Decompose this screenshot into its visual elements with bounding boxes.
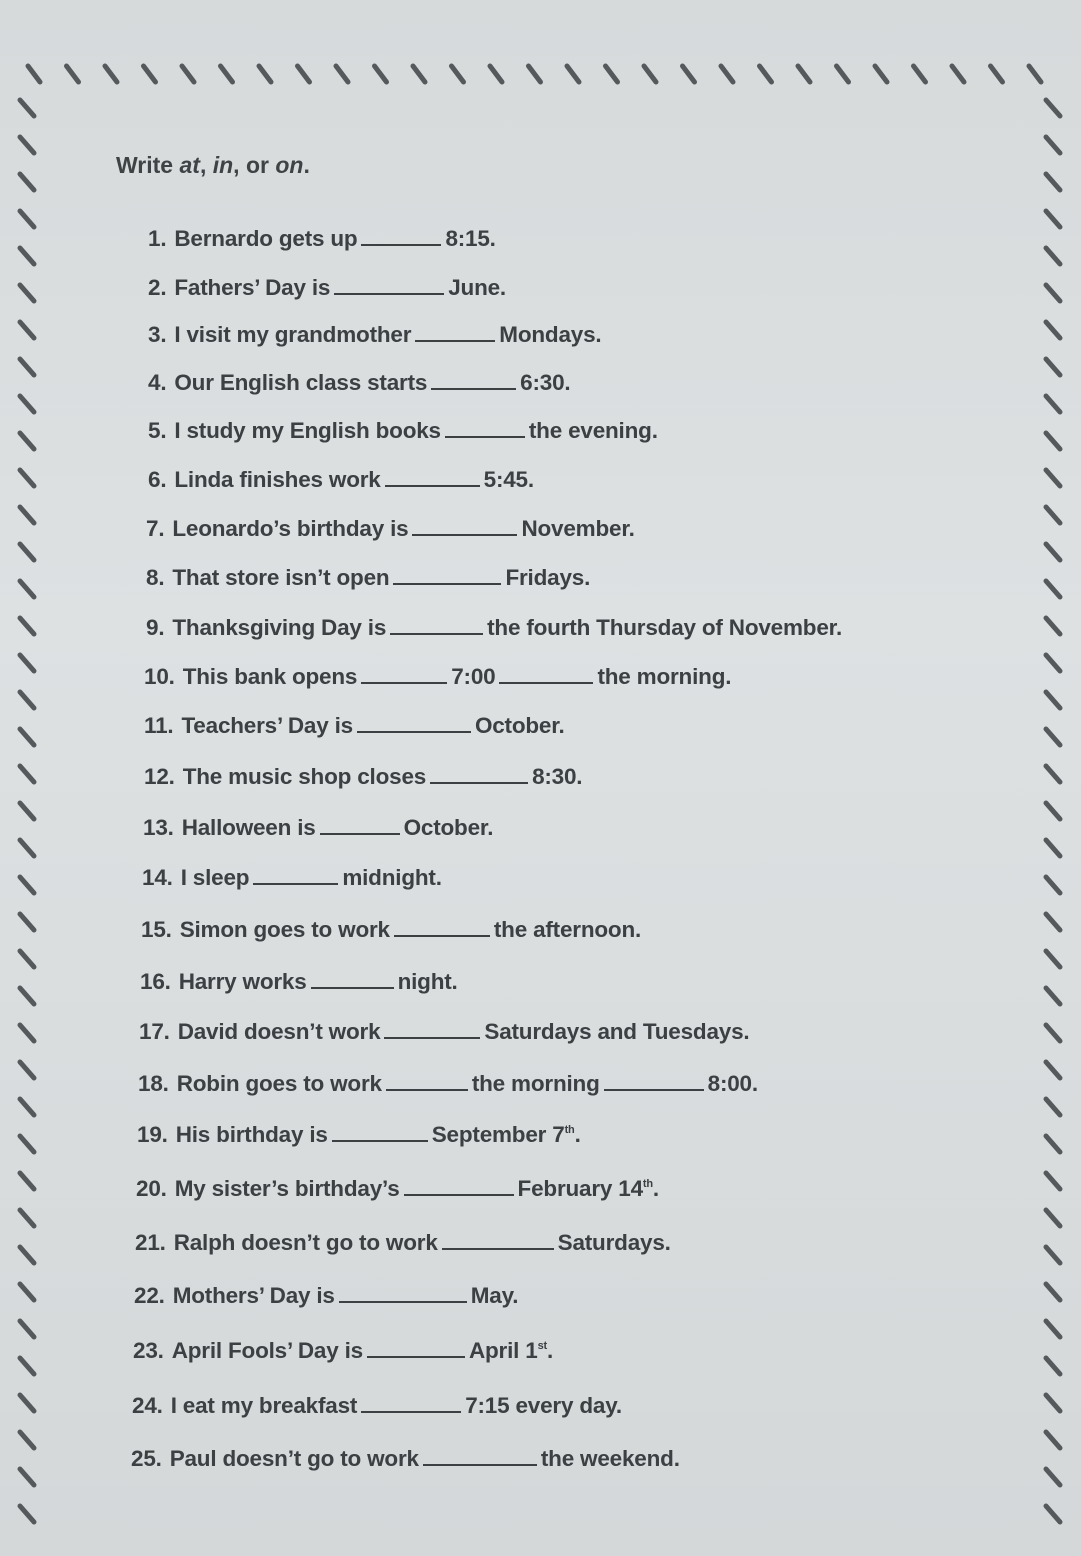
instruction-separator: , or	[233, 152, 276, 178]
question-text: I sleep	[180, 865, 250, 890]
question-number: 9.	[146, 615, 165, 640]
question-end-text: 6:30.	[520, 370, 571, 395]
question-item	[136, 1176, 659, 1202]
question-number: 21.	[135, 1230, 166, 1255]
question-number: 12.	[144, 764, 175, 789]
answer-blank[interactable]	[430, 764, 528, 784]
question-item	[146, 516, 635, 542]
question-text: Harry works	[178, 969, 307, 994]
question-number: 1.	[148, 226, 167, 251]
instruction-word-in: in	[212, 152, 234, 178]
question-text: That store isn’t open	[172, 565, 390, 590]
question-end-text: October.	[474, 713, 565, 738]
question-text: Fathers’ Day is	[174, 275, 331, 300]
question-number: 4.	[148, 370, 167, 395]
answer-blank[interactable]	[393, 565, 501, 585]
answer-blank[interactable]	[394, 917, 490, 937]
question-end-text: May.	[470, 1283, 519, 1308]
question-end-text: 8:30.	[532, 764, 583, 789]
question-number: 17.	[139, 1019, 170, 1044]
question-text: Our English class starts	[174, 370, 428, 395]
answer-blank[interactable]	[367, 1338, 465, 1358]
answer-blank[interactable]	[384, 1019, 480, 1039]
answer-blank[interactable]	[386, 1071, 468, 1091]
question-number: 15.	[141, 917, 172, 942]
question-end-punctuation: .	[652, 1176, 659, 1201]
instruction-suffix: .	[303, 152, 310, 178]
question-text: Linda finishes work	[174, 467, 381, 492]
question-item	[131, 1446, 680, 1472]
answer-blank[interactable]	[442, 1230, 554, 1250]
instruction-heading	[116, 152, 310, 179]
question-text: Ralph doesn’t go to work	[173, 1230, 438, 1255]
question-middle-text: the morning	[471, 1071, 600, 1096]
answer-blank[interactable]	[445, 418, 525, 438]
answer-blank[interactable]	[361, 1393, 461, 1413]
question-number: 19.	[137, 1122, 168, 1147]
instruction-word-on: on	[275, 152, 304, 178]
question-item	[148, 418, 658, 444]
answer-blank[interactable]	[253, 865, 338, 885]
question-text: My sister’s birthday’s	[174, 1176, 400, 1201]
answer-blank[interactable]	[334, 275, 444, 295]
question-number: 11.	[144, 713, 174, 738]
question-end-text: midnight.	[342, 865, 442, 890]
question-number: 20.	[136, 1176, 167, 1201]
question-end-text: the fourth Thursday of November.	[487, 615, 843, 640]
question-item	[137, 1122, 581, 1148]
answer-blank[interactable]	[361, 226, 441, 246]
question-text: April Fools’ Day is	[171, 1338, 363, 1363]
question-item	[148, 370, 570, 396]
question-text: Thanksgiving Day is	[172, 615, 387, 640]
question-item	[134, 1283, 518, 1309]
question-text: David doesn’t work	[177, 1019, 381, 1044]
question-end-punctuation: .	[574, 1122, 581, 1147]
ordinal-suffix: st	[537, 1340, 547, 1352]
question-item	[142, 865, 442, 891]
question-end-text: night.	[397, 969, 458, 994]
answer-blank[interactable]	[412, 516, 517, 536]
question-number: 18.	[138, 1071, 169, 1096]
question-end-text: 8:15.	[445, 226, 496, 251]
question-end-punctuation: .	[546, 1338, 554, 1363]
question-end-text: the weekend.	[540, 1446, 680, 1471]
question-text: This bank opens	[182, 664, 358, 689]
answer-blank[interactable]	[604, 1071, 704, 1091]
question-number: 6.	[148, 467, 167, 492]
question-item	[133, 1338, 553, 1364]
question-end-text: April 1	[468, 1338, 538, 1363]
question-text: Robin goes to work	[176, 1071, 382, 1096]
question-text: Teachers’ Day is	[181, 713, 353, 738]
answer-blank[interactable]	[390, 615, 483, 635]
answer-blank[interactable]	[404, 1176, 514, 1196]
answer-blank[interactable]	[320, 815, 400, 835]
question-item	[148, 226, 496, 252]
question-number: 14.	[142, 865, 173, 890]
question-number: 24.	[132, 1393, 163, 1418]
question-item	[146, 565, 590, 591]
question-text: His birthday is	[175, 1122, 328, 1147]
question-end-text: 5:45.	[483, 467, 534, 492]
question-text: Simon goes to work	[179, 917, 390, 942]
question-end-text: Saturdays and Tuesdays.	[484, 1019, 750, 1044]
answer-blank[interactable]	[499, 664, 593, 684]
question-item	[148, 275, 506, 301]
question-end-text: the evening.	[528, 418, 658, 443]
question-end-text: September 7	[431, 1122, 565, 1147]
answer-blank[interactable]	[423, 1446, 537, 1466]
question-text: I study my English books	[174, 418, 441, 443]
answer-blank[interactable]	[339, 1283, 467, 1303]
question-item	[144, 664, 731, 690]
question-number: 7.	[146, 516, 165, 541]
answer-blank[interactable]	[361, 664, 447, 684]
ordinal-suffix: th	[642, 1178, 653, 1190]
question-end-text: October.	[403, 815, 494, 840]
question-number: 25.	[131, 1446, 162, 1471]
answer-blank[interactable]	[431, 370, 516, 390]
question-item	[139, 1019, 749, 1045]
answer-blank[interactable]	[357, 713, 471, 733]
question-number: 13.	[143, 815, 174, 840]
answer-blank[interactable]	[415, 322, 495, 342]
question-end-text: the morning.	[597, 664, 732, 689]
answer-blank[interactable]	[332, 1122, 428, 1142]
question-item	[135, 1230, 671, 1256]
question-text: I visit my grandmother	[174, 322, 412, 347]
question-number: 16.	[140, 969, 171, 994]
question-end-text: 7:15 every day.	[465, 1393, 622, 1418]
question-text: The music shop closes	[182, 764, 427, 789]
question-text: Bernardo gets up	[174, 226, 358, 251]
question-number: 5.	[148, 418, 167, 443]
instruction-prefix: Write	[116, 152, 180, 178]
question-number: 3.	[148, 322, 167, 347]
answer-blank[interactable]	[311, 969, 394, 989]
question-end-text: Mondays.	[499, 322, 602, 347]
instruction-separator: ,	[199, 152, 213, 178]
question-end-text: 8:00.	[707, 1071, 758, 1096]
question-end-text: November.	[521, 516, 635, 541]
ordinal-suffix: th	[564, 1124, 575, 1136]
question-text: Paul doesn’t go to work	[169, 1446, 419, 1471]
question-text: Halloween is	[181, 815, 316, 840]
question-item	[140, 969, 458, 995]
question-middle-text: 7:00	[451, 664, 496, 689]
question-end-text: June.	[448, 275, 506, 300]
question-text: I eat my breakfast	[170, 1393, 358, 1418]
question-item	[148, 467, 534, 493]
answer-blank[interactable]	[385, 467, 480, 487]
question-end-text: Saturdays.	[557, 1230, 671, 1255]
question-end-text: Fridays.	[505, 565, 591, 590]
question-number: 10.	[144, 664, 175, 689]
question-number: 23.	[133, 1338, 164, 1363]
question-item	[143, 815, 493, 841]
question-number: 22.	[134, 1283, 165, 1308]
question-number: 2.	[148, 275, 167, 300]
question-number: 8.	[146, 565, 165, 590]
question-item	[141, 917, 641, 943]
question-text: Mothers’ Day is	[172, 1283, 335, 1308]
instruction-word-at: at	[179, 152, 200, 178]
question-item	[148, 322, 601, 348]
question-item	[144, 713, 565, 739]
question-item	[144, 764, 582, 790]
question-item	[132, 1393, 622, 1419]
question-end-text: February 14	[517, 1176, 643, 1201]
question-text: Leonardo’s birthday is	[172, 516, 409, 541]
question-item	[138, 1071, 758, 1097]
question-end-text: the afternoon.	[493, 917, 642, 942]
question-item	[146, 615, 842, 641]
